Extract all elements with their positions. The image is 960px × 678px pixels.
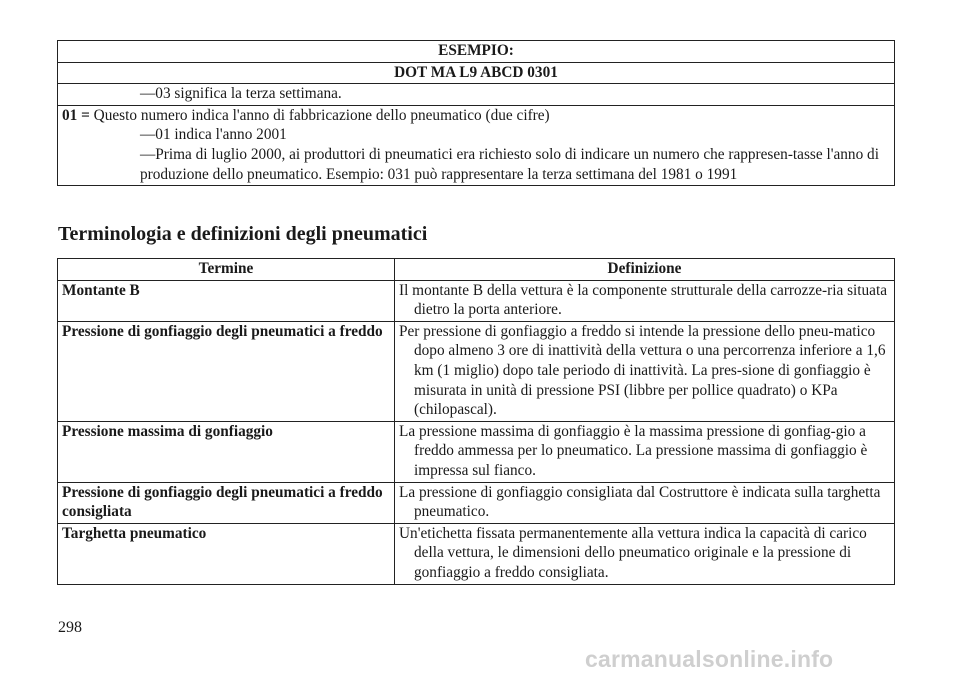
table-row [58,421,895,482]
table-header-row [58,259,895,281]
table-row [58,105,895,185]
table-row [58,62,895,84]
example-table [57,40,895,186]
table-row [58,84,895,106]
table-row [58,321,895,421]
term-cell: Pressione di gonfiaggio degli pneumatici a freddo consigliata [58,482,395,523]
header-definition: Definizione [395,259,895,281]
term-cell: Pressione di gonfiaggio degli pneumatici a freddo [58,321,395,421]
section-title: Terminologia e definizioni degli pneumatici [58,223,428,245]
page-number: 298 [58,619,82,636]
definition-cell [395,280,895,321]
terms-table [57,258,895,585]
definition-text: Un'etichetta fissata permanentemente alla vettura indica la capacità di carico della vettura, le dimensioni dello pneumatico originale e la pressione di gonfiaggio a freddo consigliata. [399,524,867,581]
definition-text: La pressione massima di gonfiaggio è la massima pressione di gonfiag-gio a freddo ammessa per lo pneumatico. La pressione massima di gonfiaggio è impressa sul fianco. [399,422,868,479]
year-label: 01 = [62,106,90,124]
week-note: —03 significa la terza settimana. [140,85,342,103]
table-row [58,523,895,584]
pre2000-note: —Prima di luglio 2000, ai produttori di pneumatici era richiesto solo di indicare un numero che rappresen-tasse l'anno di produzione dello pneumatico. Esempio: 031 può rappresentare la terza settimana del 1981 o 1991 [140,145,879,183]
definition-cell [395,523,895,584]
term-cell: Targhetta pneumatico [58,523,395,584]
year-line [62,107,550,124]
definition-cell [395,321,895,421]
year-cell [58,105,895,185]
term-cell: Pressione massima di gonfiaggio [58,421,395,482]
header-term: Termine [58,259,395,281]
table-row [58,280,895,321]
year-desc: Questo numero indica l'anno di fabbricazione dello pneumatico (due cifre) [93,106,550,124]
definition-text: Il montante B della vettura è la componente strutturale della carrozze-ria situata dietro la porta anteriore. [399,281,888,319]
term-cell: Montante B [58,280,395,321]
example-header: ESEMPIO: [58,41,895,63]
definition-cell [395,421,895,482]
definition-text: La pressione di gonfiaggio consigliata dal Costruttore è indicata sulla targhetta pneumatico. [399,483,881,521]
watermark: carmanualsonline.info [585,646,834,672]
table-row [58,482,895,523]
table-row [58,41,895,63]
definition-cell [395,482,895,523]
week-cell [58,84,895,106]
year-note: —01 indica l'anno 2001 [140,126,287,144]
definition-text: Per pressione di gonfiaggio a freddo si intende la pressione dello pneu-matico dopo almeno 3 ore di inattività della vettura o una percorrenza inferiore a 1,6 km (1 miglio) dopo tale periodo di inattività. La pres-sione di gonfiaggio è misurata in unità di pressione PSI (libbre per pollice quadrato) o KPa (chilopascal). [399,322,886,419]
example-code: DOT MA L9 ABCD 0301 [58,62,895,84]
